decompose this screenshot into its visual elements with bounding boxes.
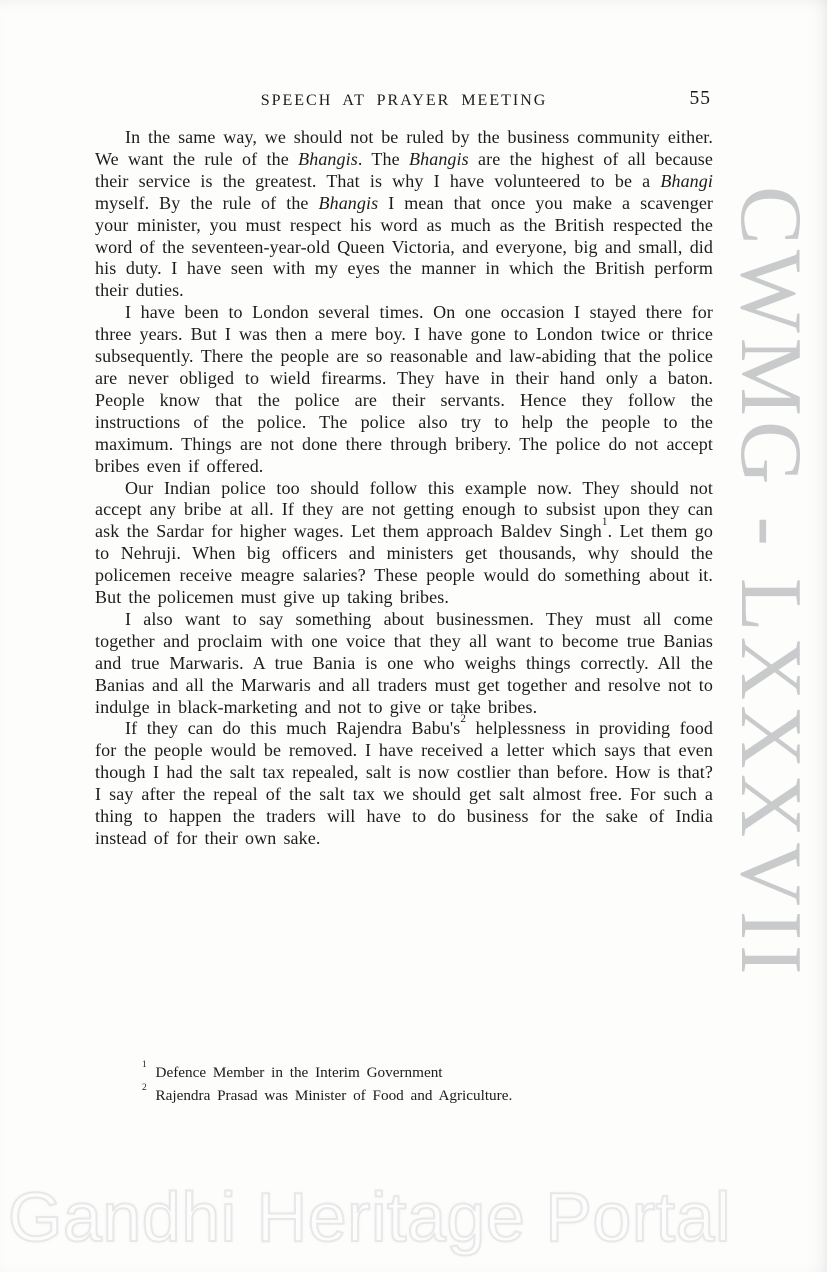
paragraph: In the same way, we should not be ruled by the business community either. We want the rule of the Bhangis. The Bhangis are the highest of all because their service is the greatest. That is why I have volunteered to be a Bhangi myself. By the rule of the Bhangis I mean that once you make a scavenger your minister, you must respect his word as much as the British respected the word of the seventeen-year-old Queen Victoria, and everyone, big and small, did his duty. I have seen with my eyes the manner in which the British perform their duties. — [95, 127, 713, 301]
running-title: SPEECH AT PRAYER MEETING — [260, 92, 548, 109]
footnotes — [142, 1061, 717, 1107]
body-paragraphs — [95, 127, 713, 850]
watermark-cwmg-volume: CWMG - LXXXVII — [722, 186, 819, 980]
paragraph: If they can do this much Rajendra $Babu's^2$ helplessness in providing food for the people would be removed. I have received a letter which says that even though I had the salt tax repealed, salt is now costlier than before. How is that? I say after the repeal of the salt tax we should get salt almost free. For such a thing to happen the traders will have to do business for the sake of India instead of for their own sake. — [95, 713, 713, 848]
paragraph: I have been to London several times. On one occasion I stayed there for three years. But I was then a mere boy. I have gone to London twice or thrice subsequently. There the people are so reasonable and law-abiding that the police are never obliged to wield firearms. They have in their hand only a baton. People know that the police are their servants. Hence they follow the instructions of the police. The police also try to help the people to the maximum. Things are not done there through bribery. The police do not accept bribes even if offered. — [95, 302, 713, 476]
footnote-reference: 2 — [460, 713, 467, 726]
footnote-marker: 1 — [142, 1059, 147, 1070]
watermark-gandhi-heritage-portal: Gandhi Heritage Portal — [8, 1178, 732, 1256]
paragraph: Our Indian police too should follow this example now. They should not accept any bribe at all. If they are not getting enough to subsist upon they can ask the Sardar for higher wages. Let them approach Baldev Singh$^1$. Let them go to Nehruji. When big officers and ministers get thousands, why should the policemen receive meagre salaries? These people would do something about it. But the policemen must give up taking bribes. — [95, 477, 714, 608]
footnote: $^1$ Defence Member in the Interim Government — [142, 1059, 443, 1081]
footnote: $^2$ Rajendra Prasad was Minister of Food and Agriculture. — [142, 1082, 513, 1104]
paragraph: I also want to say something about businessmen. They must all come together and proclaim with one voice that they all want to become true Banias and true Marwaris. A true Bania is one who weighs things correctly. All the Banias and all the Marwaris and all traders must get together and resolve not to indulge in black-marketing and not to give or take bribes. — [95, 608, 713, 717]
page-header — [95, 88, 713, 110]
footnote-marker: 2 — [142, 1082, 147, 1093]
page-number: 55 — [689, 88, 711, 109]
footnote-reference: 1 — [601, 516, 608, 529]
